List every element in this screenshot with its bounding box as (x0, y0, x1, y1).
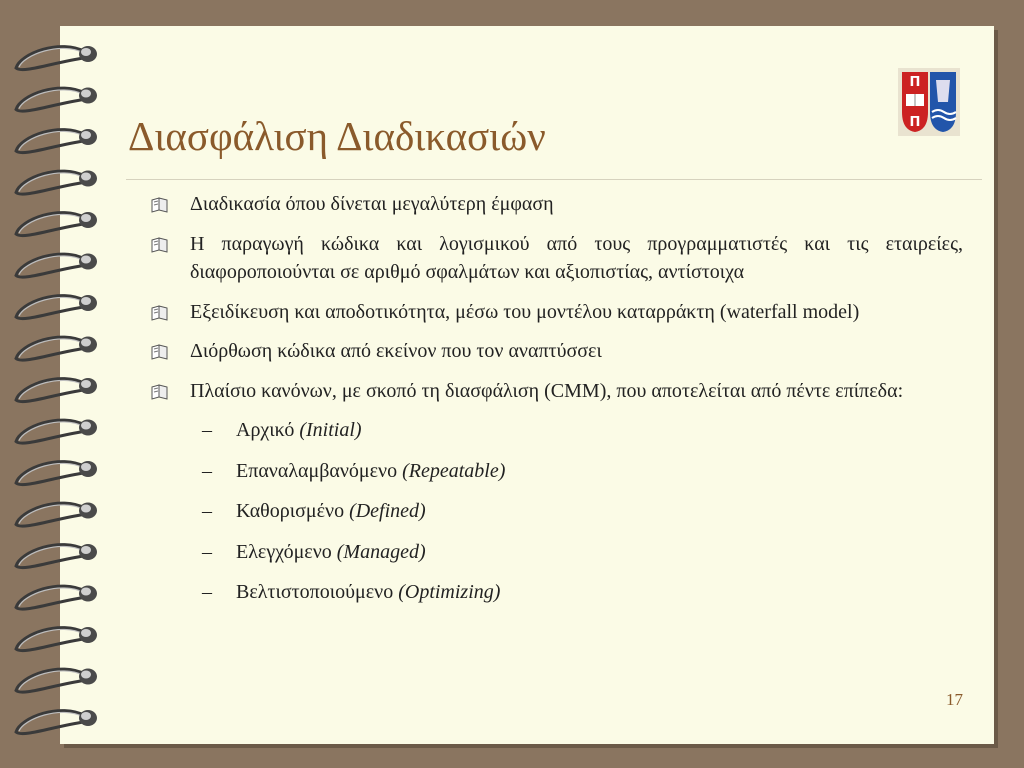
level-english: (Initial) (299, 419, 362, 441)
level-english: (Defined) (349, 500, 426, 522)
slide-content (150, 190, 963, 619)
title-divider (126, 179, 982, 180)
book-bullet-icon (150, 384, 170, 400)
spiral-binding (0, 0, 110, 768)
bullet-list (150, 190, 963, 405)
dash-bullet: – (202, 419, 212, 441)
bullet-item (150, 377, 963, 406)
cmm-level-item (150, 457, 963, 486)
cmm-level-item (150, 538, 963, 567)
bullet-text: Εξειδίκευση και αποδοτικότητα, μέσω του μοντέλου καταρράκτη (waterfall model) (190, 300, 860, 323)
book-bullet-icon (150, 197, 170, 213)
logo-letter-top: Π (909, 75, 921, 90)
bullet-item (150, 337, 963, 366)
bullet-item (150, 230, 963, 287)
bullet-text: Διόρθωση κώδικα από εκείνον που τον αναπτύσσει (190, 340, 602, 362)
level-name: Αρχικό (236, 419, 295, 441)
bullet-text: Διαδικασία όπου δίνεται μεγαλύτερη έμφαση (190, 193, 554, 215)
logo-letter-bottom: Π (909, 115, 921, 130)
level-english: (Optimizing) (398, 581, 501, 603)
slide-title: Διασφάλιση Διαδικασιών (128, 113, 546, 159)
level-name: Βελτιστοποιούμενο (236, 581, 394, 603)
dash-bullet: – (202, 581, 212, 603)
cmm-level-item (150, 578, 963, 607)
cmm-level-item (150, 497, 963, 526)
cmm-level-list (150, 416, 963, 607)
dash-bullet: – (202, 459, 212, 482)
level-name: Επαναλαμβανόμενο (236, 459, 398, 482)
bullet-text: Πλαίσιο κανόνων, με σκοπό τη διασφάλιση (CMM), που αποτελείται από πέντε επίπεδα: (190, 379, 904, 402)
level-name: Καθορισμένο (236, 500, 345, 522)
level-english: (Repeatable) (402, 459, 506, 482)
level-name: Ελεγχόμενο (236, 540, 332, 563)
book-bullet-icon (150, 344, 170, 360)
page-number: 17 (946, 690, 963, 709)
bullet-item (150, 190, 963, 219)
dash-bullet: – (202, 500, 212, 522)
bullet-text: Η παραγωγή κώδικα και λογισμικού από τους προγραμματιστές και τις εταιρείες, διαφοροποιούνται σε αριθμό σφαλμάτων και αξιοπιστίας, αντίστοιχα (190, 232, 963, 283)
bullet-item (150, 298, 963, 327)
dash-bullet: – (202, 540, 212, 563)
book-bullet-icon (150, 305, 170, 321)
cmm-level-item (150, 416, 963, 445)
book-bullet-icon (150, 237, 170, 253)
university-logo (898, 68, 960, 136)
logo-figure (936, 80, 950, 102)
level-english: (Managed) (336, 540, 426, 563)
